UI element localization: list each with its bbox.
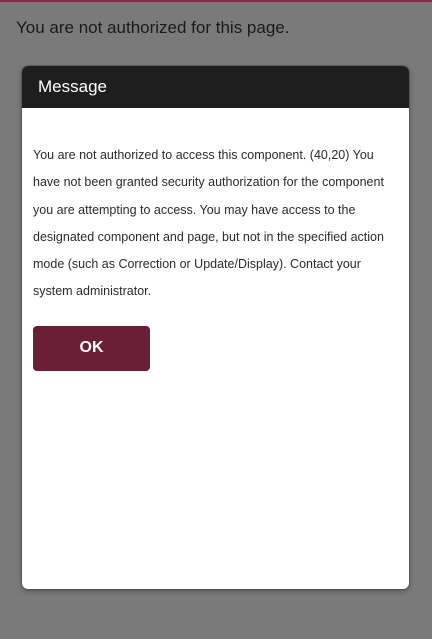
dialog-body	[22, 108, 409, 371]
page-heading: You are not authorized for this page.	[16, 18, 290, 37]
top-accent-bar	[0, 0, 432, 2]
message-dialog	[22, 66, 409, 589]
dialog-title: Message	[38, 77, 107, 96]
dialog-header	[22, 66, 409, 108]
ok-button[interactable]: OK	[33, 326, 150, 371]
dialog-message: You are not authorized to access this component. (40,20) You have not been granted security authorization for the component you are attempting to access. You may have access to the designated component and page, but not in the specified action mode (such as Correction or Update/Display). Contact your system administrator.	[33, 148, 384, 299]
